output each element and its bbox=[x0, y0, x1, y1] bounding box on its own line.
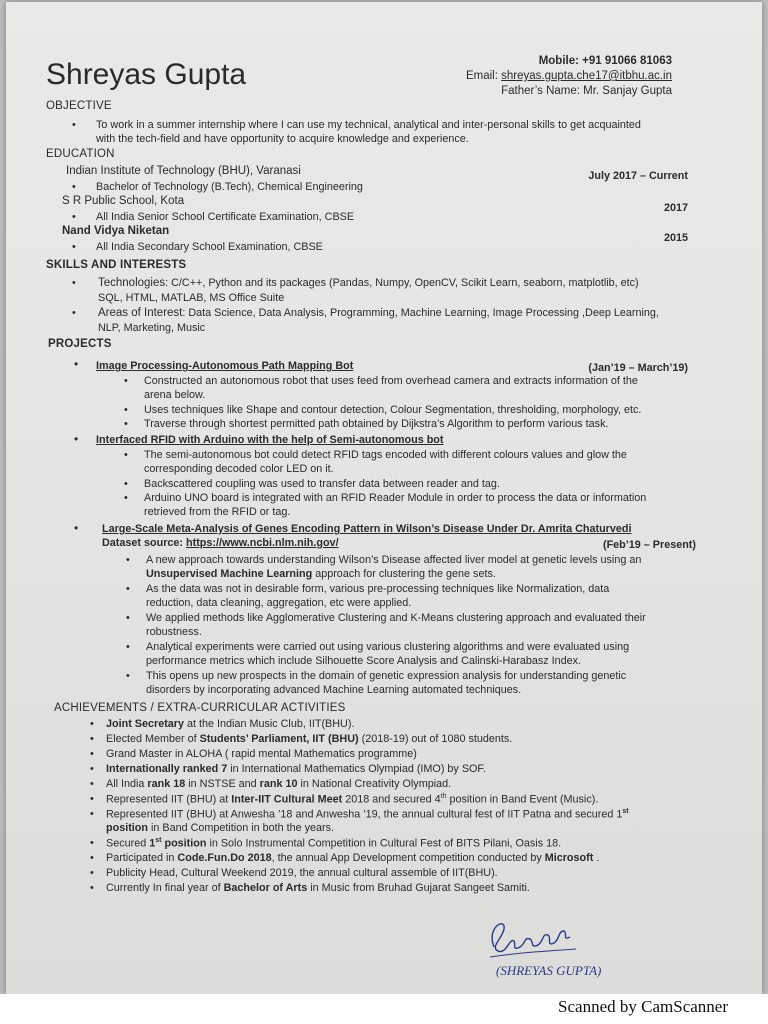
bullet-icon: • bbox=[90, 778, 94, 790]
project-3-bullet-1a: A new approach towards understanding Wilson’s Disease affected liver model at genetic levels using an bbox=[146, 554, 642, 566]
project-2-bullet-3b: retrieved from the RFID or tag. bbox=[144, 506, 291, 518]
achievement-7-line-1: Represented IIT (BHU) at Anwesha ’18 and Anwesha ’19, the annual cultural fest of IIT Patna and secured 1st bbox=[106, 808, 629, 821]
bullet-icon: • bbox=[90, 748, 94, 760]
education-date-2: 2017 bbox=[663, 202, 688, 214]
achievement-3: Grand Master in ALOHA ( rapid mental Mathematics programme) bbox=[106, 748, 417, 760]
bullet-icon: • bbox=[74, 432, 79, 446]
project-3-bullet-5a: This opens up new prospects in the domain of genetic expression analysis for understanding genetic bbox=[146, 670, 627, 682]
achievement-10: Publicity Head, Cultural Weekend 2019, the annual cultural assemble of IIT(BHU). bbox=[106, 867, 498, 879]
project-2-bullet-1a: The semi-autonomous bot could detect RFID tags encoded with different colours values and glow the bbox=[144, 449, 627, 461]
skills-areas-line-2: NLP, Marketing, Music bbox=[98, 322, 206, 334]
achievement-9: Participated in Code.Fun.Do 2018, the annual App Development competition conducted by Microsoft . bbox=[106, 852, 600, 864]
achievement-8: Secured 1st position in Solo Instrumental Competition in Cultural Fest of BITS Pilani, Oasis 18. bbox=[106, 837, 562, 850]
bullet-icon: • bbox=[124, 478, 128, 490]
objective-line-2: with the tech-field and have opportunity to acquire knowledge and experience. bbox=[96, 133, 469, 145]
project-2-title: Interfaced RFID with Arduino with the help of Semi-autonomous bot bbox=[96, 434, 444, 446]
project-3-date: (Feb’19 – Present) bbox=[602, 539, 696, 551]
project-3-title: Large-Scale Meta-Analysis of Genes Encoding Pattern in Wilson’s Disease Under Dr. Amrita Chaturvedi bbox=[102, 523, 632, 535]
project-3-bullet-1b: Unsupervised Machine Learning approach for clustering the gene sets. bbox=[146, 568, 496, 580]
bullet-icon: • bbox=[72, 211, 76, 223]
project-1-bullet-1b: arena below. bbox=[144, 389, 206, 401]
skills-areas-line-1: Areas of Interest: Data Science, Data Analysis, Programming, Machine Learning, Image Processing ,Deep Learning, bbox=[98, 307, 659, 319]
achievement-1: Joint Secretary at the Indian Music Club, IIT(BHU). bbox=[106, 718, 355, 730]
project-3-bullet-2b: reduction, data cleaning, aggregation, etc were applied. bbox=[146, 597, 412, 609]
bullet-icon: • bbox=[124, 404, 128, 416]
skills-tech-line-1: Technologies: C/C++, Python and its packages (Pandas, Numpy, OpenCV, Scikit Learn, seaborn, matplotlib, etc) bbox=[98, 277, 639, 289]
project-3-bullet-3b: robustness. bbox=[146, 626, 202, 638]
bullet-icon: • bbox=[72, 119, 76, 131]
bullet-icon: • bbox=[126, 583, 130, 595]
project-2-bullet-3a: Arduino UNO board is integrated with an RFID Reader Module in order to process the data or information bbox=[144, 492, 647, 504]
achievement-4: Internationally ranked 7 in International Mathematics Olympiad (IMO) by SOF. bbox=[106, 763, 486, 775]
project-3-bullet-3a: We applied methods like Agglomerative Clustering and K-Means clustering approach and evaluated their bbox=[146, 612, 646, 624]
email-line: Email: shreyas.gupta.che17@itbhu.ac.in bbox=[465, 70, 672, 82]
education-detail-3: All India Secondary School Examination, CBSE bbox=[96, 241, 323, 253]
handwritten-signature bbox=[476, 907, 636, 987]
project-1-bullet-3: Traverse through shortest permitted path obtained by Dijkstra’s Algorithm to perform various task. bbox=[144, 418, 609, 430]
achievement-7-line-2: position in Band Competition in both the years. bbox=[106, 822, 335, 834]
education-school-1: Indian Institute of Technology (BHU), Varanasi bbox=[66, 165, 301, 177]
skills-tech-line-2: SQL, HTML, MATLAB, MS Office Suite bbox=[98, 292, 285, 304]
achievement-11: Currently In final year of Bachelor of Arts in Music from Bruhad Gujarat Sangeet Samiti. bbox=[106, 882, 530, 894]
skills-heading: SKILLS AND INTERESTS bbox=[46, 259, 187, 271]
bullet-icon: • bbox=[90, 808, 94, 820]
bullet-icon: • bbox=[72, 181, 76, 193]
bullet-icon: • bbox=[126, 612, 130, 624]
project-3-bullet-4a: Analytical experiments were carried out using various clustering algorithms and were evaluated using bbox=[146, 641, 630, 653]
achievements-heading: ACHIEVEMENTS / EXTRA-CURRICULAR ACTIVITIES bbox=[54, 702, 346, 714]
bullet-icon: • bbox=[90, 793, 94, 805]
bullet-icon: • bbox=[72, 277, 76, 289]
bullet-icon: • bbox=[74, 357, 79, 371]
education-date-1: July 2017 – Current bbox=[588, 170, 688, 182]
contact-block bbox=[466, 54, 672, 99]
project-1-bullet-1a: Constructed an autonomous robot that uses feed from overhead camera and extracts information of the bbox=[144, 375, 638, 387]
bullet-icon: • bbox=[126, 670, 130, 682]
bullet-icon: • bbox=[124, 449, 128, 461]
education-date-3: 2015 bbox=[663, 232, 688, 244]
bullet-icon: • bbox=[74, 521, 79, 535]
bullet-icon: • bbox=[124, 375, 128, 387]
project-2-bullet-2: Backscattered coupling was used to transfer data between reader and tag. bbox=[144, 478, 500, 490]
education-school-2: S R Public School, Kota bbox=[62, 195, 185, 207]
bullet-icon: • bbox=[72, 241, 76, 253]
bullet-icon: • bbox=[124, 418, 128, 430]
project-2-bullet-1b: corresponding decoded color LED on it. bbox=[144, 463, 334, 475]
project-3-bullet-4b: performance metrics which include Silhouette Score Analysis and Calinski-Harabasz Index. bbox=[146, 655, 582, 667]
email-link[interactable]: shreyas.gupta.che17@itbhu.ac.in bbox=[501, 70, 672, 82]
objective-heading: OBJECTIVE bbox=[46, 100, 112, 112]
signature-scribble bbox=[492, 924, 570, 952]
projects-heading: PROJECTS bbox=[48, 338, 112, 350]
bullet-icon: • bbox=[90, 882, 94, 894]
bullet-icon: • bbox=[124, 492, 128, 504]
bullet-icon: • bbox=[72, 307, 76, 319]
scanned-by-label: Scanned by CamScanner bbox=[558, 997, 728, 1016]
bullet-icon: • bbox=[126, 554, 130, 566]
signature-caption: (SHREYAS GUPTA) bbox=[496, 963, 602, 978]
father-name: Father’s Name: Mr. Sanjay Gupta bbox=[501, 85, 672, 97]
education-detail-1: Bachelor of Technology (B.Tech), Chemical Engineering bbox=[96, 181, 363, 193]
education-heading: EDUCATION bbox=[46, 148, 115, 160]
project-1-title: Image Processing-Autonomous Path Mapping Bot bbox=[96, 360, 354, 372]
bullet-icon: • bbox=[90, 718, 94, 730]
dataset-link[interactable]: https://www.ncbi.nlm.nih.gov/ bbox=[186, 537, 339, 549]
achievement-2: Elected Member of Students’ Parliament, IIT (BHU) (2018-19) out of 1080 students. bbox=[106, 733, 513, 745]
project-3-bullet-5b: disorders by incorporating advanced Machine Learning automated techniques. bbox=[146, 684, 522, 696]
project-1-bullet-2: Uses techniques like Shape and contour detection, Colour Segmentation, thresholding, morphology, etc. bbox=[144, 404, 642, 416]
mobile-number: Mobile: +91 91066 81063 bbox=[538, 55, 672, 67]
bullet-icon: • bbox=[90, 837, 94, 849]
achievement-6: Represented IIT (BHU) at Inter-IIT Cultural Meet 2018 and secured 4th position in Band Event (Music). bbox=[106, 793, 599, 806]
bullet-icon: • bbox=[90, 867, 94, 879]
objective-line-1: To work in a summer internship where I can use my technical, analytical and inter-personal skills to get acquainted bbox=[96, 119, 641, 131]
education-school-3: Nand Vidya Niketan bbox=[62, 225, 170, 237]
project-3-bullet-2a: As the data was not in desirable form, various pre-processing techniques like Normalization, data bbox=[146, 583, 610, 595]
bullet-icon: • bbox=[90, 852, 94, 864]
bullet-icon: • bbox=[90, 733, 94, 745]
resume-page bbox=[6, 2, 762, 994]
candidate-name: Shreyas Gupta bbox=[46, 58, 247, 91]
bullet-icon: • bbox=[90, 763, 94, 775]
bullet-icon: • bbox=[126, 641, 130, 653]
education-detail-2: All India Senior School Certificate Examination, CBSE bbox=[96, 211, 355, 223]
achievement-5: All India rank 18 in NSTSE and rank 10 in National Creativity Olympiad. bbox=[106, 778, 452, 790]
project-3-dataset: Dataset source: https://www.ncbi.nlm.nih.gov/ bbox=[102, 537, 339, 549]
project-1-date: (Jan’19 – March’19) bbox=[588, 362, 688, 374]
